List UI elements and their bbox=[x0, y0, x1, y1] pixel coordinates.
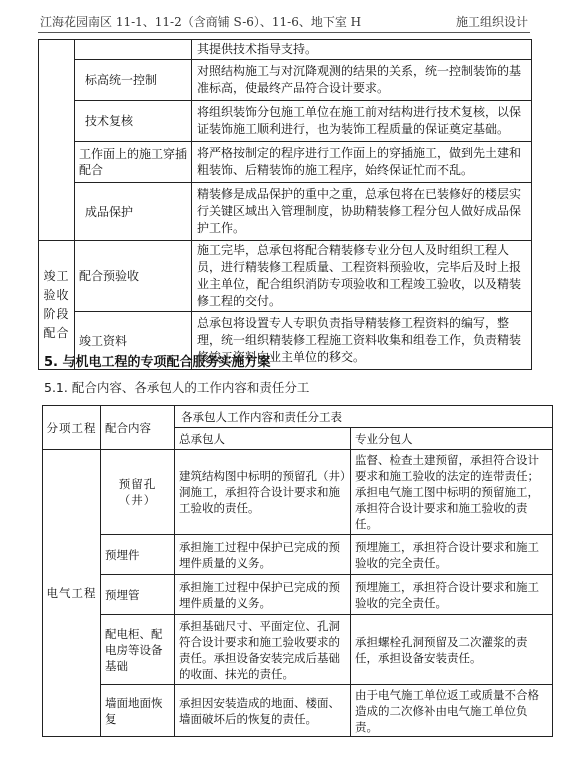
general-cell: 承担基础尺寸、平面定位、孔洞符合设计要求和施工验收要求的责任。承担设备安装完成后基础的收面、抹光的责任。 bbox=[175, 615, 351, 685]
category-cell: 电气工程 bbox=[43, 450, 101, 737]
item-cell: 技术复核 bbox=[75, 101, 192, 142]
item-cell: 竣工资料 bbox=[75, 312, 192, 370]
category-cell: 竣工验收阶段配合 bbox=[39, 241, 75, 370]
item-cell: 工作面上的施工穿插配合 bbox=[75, 142, 192, 183]
desc-cell: 施工完毕，总承包将配合精装修专业分包人及时组织工程人员，进行精装修工程质量、工程资料预验收，完毕后及时上报业主单位，配合组织消防专项验收和工程竣工验收，以及精装修工程的交付。 bbox=[192, 241, 532, 312]
table-row bbox=[39, 241, 532, 312]
item-cell: 配合预验收 bbox=[75, 241, 192, 312]
general-cell: 承担施工过程中保护已完成的预埋件质量的义务。 bbox=[175, 575, 351, 615]
header-category: 分项工程 bbox=[43, 406, 101, 450]
header-general-contractor: 总承包人 bbox=[175, 428, 351, 450]
content-cell: 墙面地面恢复 bbox=[101, 685, 175, 737]
table-row bbox=[43, 535, 553, 575]
desc-cell: 其提供技术指导支持。 bbox=[192, 40, 532, 60]
general-cell: 承担施工过程中保护已完成的预埋件质量的义务。 bbox=[175, 535, 351, 575]
section-title: 5. 与机电工程的专项配合服务实施方案 bbox=[44, 355, 271, 370]
desc-cell: 总承包将设置专人专职负责指导精装修工程资料的编写，整理，统一组织精装修工程施工资料收集和组卷工作，负责精装修竣工资料向业主单位的移交。 bbox=[192, 312, 532, 370]
table-header-row bbox=[43, 406, 553, 428]
general-cell: 建筑结构图中标明的预留孔（井）洞施工，承担符合设计要求和施工验收的责任。 bbox=[175, 450, 351, 535]
header-project-title: 江海花园南区 11-1、11-2（含商铺 S-6）、11-6、地下室 H bbox=[40, 15, 362, 29]
electrical-responsibility-table bbox=[42, 405, 553, 737]
subsection-title: 5.1. 配合内容、各承包人的工作内容和责任分工 bbox=[44, 380, 310, 395]
page-header bbox=[38, 10, 530, 33]
desc-cell: 将组织装饰分包施工单位在施工前对结构进行技术复核，以保证装饰施工顺利进行，也为装饰工程质量的保证奠定基础。 bbox=[192, 101, 532, 142]
header-group: 各承包人工作内容和责任分工表 bbox=[175, 406, 553, 428]
table-row bbox=[39, 101, 532, 142]
content-cell: 配电柜、配电房等设备基础 bbox=[101, 615, 175, 685]
table-row bbox=[39, 142, 532, 183]
special-cell: 预埋施工，承担符合设计要求和施工验收的完全责任。 bbox=[351, 575, 553, 615]
table-row bbox=[43, 575, 553, 615]
table-row bbox=[43, 450, 553, 535]
desc-cell: 精装修是成品保护的重中之重，总承包将在已装修好的楼层实行关键区域出入管理制度，协助精装修工程分包人做好成品保护工作。 bbox=[192, 183, 532, 241]
category-cell-continued bbox=[39, 40, 75, 241]
content-cell: 预留孔（井） bbox=[101, 450, 175, 535]
item-cell bbox=[75, 40, 192, 60]
table-row bbox=[43, 685, 553, 737]
general-cell: 承担因安装造成的地面、楼面、墙面破坏后的恢复的责任。 bbox=[175, 685, 351, 737]
header-content: 配合内容 bbox=[101, 406, 175, 450]
table-row bbox=[39, 40, 532, 60]
item-cell: 标高统一控制 bbox=[75, 60, 192, 101]
special-cell: 承担螺栓孔洞预留及二次灌浆的责任，承担设备安装责任。 bbox=[351, 615, 553, 685]
desc-cell: 对照结构施工与对沉降观测的结果的关系，统一控制装饰的基准标高，使最终产品符合设计要求。 bbox=[192, 60, 532, 101]
special-cell: 预埋施工，承担符合设计要求和施工验收的完全责任。 bbox=[351, 535, 553, 575]
decoration-coordination-table bbox=[38, 39, 532, 370]
content-cell: 预埋管 bbox=[101, 575, 175, 615]
content-cell: 预埋件 bbox=[101, 535, 175, 575]
special-cell: 监督、检查土建预留，承担符合设计要求和施工验收的法定的连带责任；承担电气施工图中标明的预留施工，承担符合设计要求和施工验收的责任。 bbox=[351, 450, 553, 535]
header-subcontractor: 专业分包人 bbox=[351, 428, 553, 450]
table-row bbox=[39, 183, 532, 241]
item-cell: 成品保护 bbox=[75, 183, 192, 241]
desc-cell: 将严格按制定的程序进行工作面上的穿插施工，做到先土建和粗装饰、后精装饰的施工程序，始终保证忙而不乱。 bbox=[192, 142, 532, 183]
special-cell: 由于电气施工单位返工或质量不合格造成的二次修补由电气施工单位负责。 bbox=[351, 685, 553, 737]
header-document-type: 施工组织设计 bbox=[455, 15, 528, 29]
table-row bbox=[43, 615, 553, 685]
table-row bbox=[39, 60, 532, 101]
